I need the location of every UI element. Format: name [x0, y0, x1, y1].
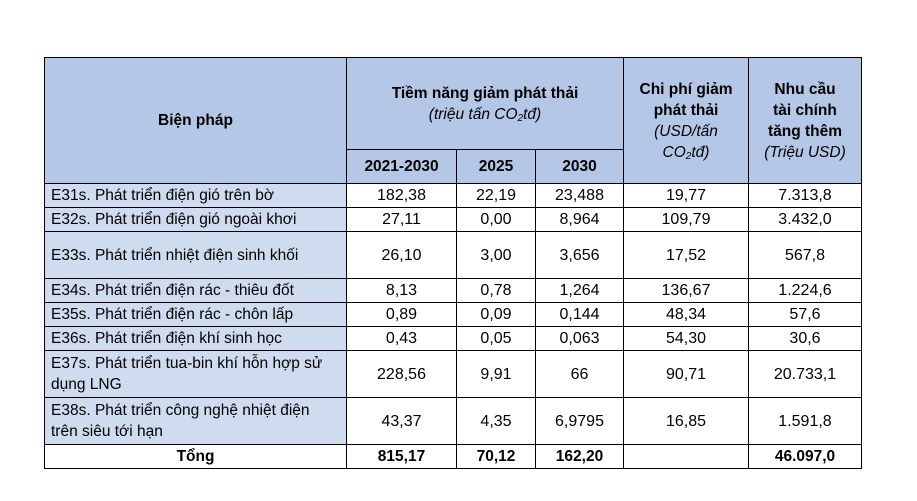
cost-cell: 90,71 — [624, 351, 749, 398]
potential-2025-cell: 0,00 — [457, 208, 536, 232]
header-2030: 2030 — [536, 150, 624, 184]
measure-cell: E37s. Phát triển tua-bin khí hỗn hợp sử dụng LNG — [45, 351, 347, 398]
potential-2025-cell: 22,19 — [457, 184, 536, 208]
potential-2025-cell: 0,09 — [457, 303, 536, 327]
measure-cell: E32s. Phát triển điện gió ngoài khơi — [45, 208, 347, 232]
potential-2025-cell: 9,91 — [457, 351, 536, 398]
finance-cell: 20.733,1 — [749, 351, 862, 398]
finance-cell: 3.432,0 — [749, 208, 862, 232]
potential-2030-cell: 8,964 — [536, 208, 624, 232]
cost-cell: 136,67 — [624, 279, 749, 303]
measure-cell: E34s. Phát triển điện rác - thiêu đốt — [45, 279, 347, 303]
potential-2025-cell: 0,05 — [457, 327, 536, 351]
total-potential-2025: 70,12 — [457, 445, 536, 469]
header-potential — [347, 58, 624, 150]
cost-cell: 16,85 — [624, 398, 749, 445]
header-period: 2021-2030 — [347, 150, 457, 184]
table-row — [45, 398, 862, 445]
finance-cell: 7.313,8 — [749, 184, 862, 208]
potential-2025-cell: 3,00 — [457, 232, 536, 279]
potential-2021-2030-cell: 26,10 — [347, 232, 457, 279]
total-potential-2021-2030: 815,17 — [347, 445, 457, 469]
potential-2030-cell: 0,144 — [536, 303, 624, 327]
header-finance: Nhu cầu tài chính tăng thêm (Triệu USD) — [749, 58, 862, 184]
finance-cell: 567,8 — [749, 232, 862, 279]
measure-cell: E33s. Phát triển nhiệt điện sinh khối — [45, 232, 347, 279]
total-finance: 46.097,0 — [749, 445, 862, 469]
potential-2021-2030-cell: 0,89 — [347, 303, 457, 327]
measure-cell: E36s. Phát triển điện khí sinh học — [45, 327, 347, 351]
potential-2021-2030-cell: 27,11 — [347, 208, 457, 232]
cost-cell: 17,52 — [624, 232, 749, 279]
potential-2030-cell: 3,656 — [536, 232, 624, 279]
finance-cell: 1.224,6 — [749, 279, 862, 303]
potential-2030-cell: 0,063 — [536, 327, 624, 351]
header-potential-title: Tiềm năng giảm phát thải — [391, 84, 579, 102]
measure-cell: E31s. Phát triển điện gió trên bờ — [45, 184, 347, 208]
cost-cell: 19,77 — [624, 184, 749, 208]
measure-cell: E35s. Phát triển điện rác - chôn lấp — [45, 303, 347, 327]
table-row — [45, 303, 862, 327]
potential-2030-cell: 1,264 — [536, 279, 624, 303]
potential-2021-2030-cell: 0,43 — [347, 327, 457, 351]
total-cost — [624, 445, 749, 469]
table-row — [45, 184, 862, 208]
finance-cell: 1.591,8 — [749, 398, 862, 445]
potential-2021-2030-cell: 182,38 — [347, 184, 457, 208]
potential-2021-2030-cell: 43,37 — [347, 398, 457, 445]
header-cost: Chi phí giảm phát thải (USD/tấn $CO_2tđ$) — [624, 58, 749, 184]
measure-cell: E38s. Phát triển công nghệ nhiệt điện trên siêu tới hạn — [45, 398, 347, 445]
cost-cell: 54,30 — [624, 327, 749, 351]
finance-cell: 30,6 — [749, 327, 862, 351]
header-measure: Biện pháp — [45, 58, 347, 184]
table-row — [45, 232, 862, 279]
total-potential-2030: 162,20 — [536, 445, 624, 469]
header-row-1 — [45, 58, 862, 150]
total-row — [45, 445, 862, 469]
potential-2025-cell: 4,35 — [457, 398, 536, 445]
potential-2030-cell: 6,9795 — [536, 398, 624, 445]
table-row — [45, 208, 862, 232]
potential-2021-2030-cell: 8,13 — [347, 279, 457, 303]
potential-2025-cell: 0,78 — [457, 279, 536, 303]
table-row — [45, 279, 862, 303]
table-row — [45, 351, 862, 398]
header-2025: 2025 — [457, 150, 536, 184]
potential-2021-2030-cell: 228,56 — [347, 351, 457, 398]
finance-cell: 57,6 — [749, 303, 862, 327]
potential-2030-cell: 23,488 — [536, 184, 624, 208]
potential-2030-cell: 66 — [536, 351, 624, 398]
cost-cell: 48,34 — [624, 303, 749, 327]
total-label: Tổng — [45, 445, 347, 469]
cost-cell: 109,79 — [624, 208, 749, 232]
table-row — [45, 327, 862, 351]
header-potential-unit: (triệu tấn $CO_2tđ$) — [428, 105, 542, 124]
emission-reduction-table — [44, 57, 862, 469]
